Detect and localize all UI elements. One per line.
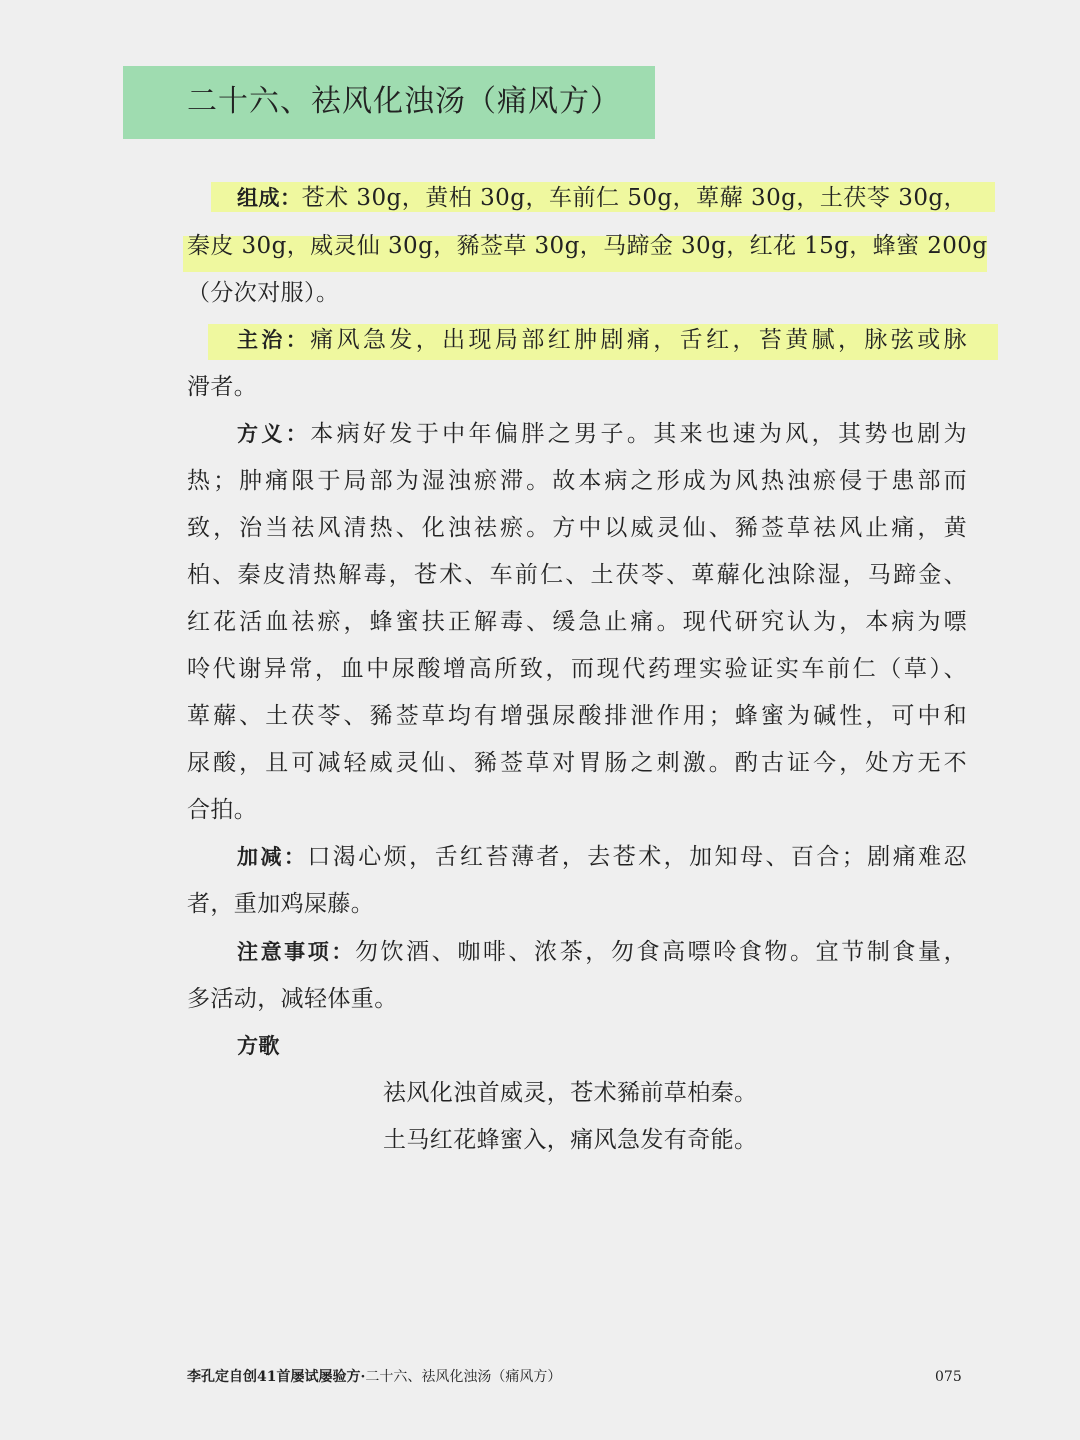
composition-line-1: 组成：苍术 30g，黄柏 30g，车前仁 50g，萆薢 30g，土茯苓 30g， (237, 185, 967, 211)
meaning-line-2: 热；肿痛限于局部为湿浊瘀滞。故本病之形成为风热浊瘀侵于患部而 (187, 468, 967, 494)
footer-chapter: 二十六、祛风化浊汤（痛风方） (365, 1369, 562, 1385)
page-title: 二十六、祛风化浊汤（痛风方） (187, 84, 621, 119)
indication-line-2: 滑者。 (187, 374, 258, 400)
meaning-line-4: 柏、秦皮清热解毒，苍术、车前仁、土茯苓、萆薢化浊除湿，马蹄金、 (187, 562, 967, 588)
running-footer (187, 1367, 561, 1387)
song-verse-1: 祛风化浊首威灵，苍术豨前草柏秦。 (383, 1080, 758, 1106)
meaning-line-3: 致，治当祛风清热、化浊祛瘀。方中以威灵仙、豨莶草祛风止痛，黄 (187, 515, 967, 541)
composition-line-2: 秦皮 30g，威灵仙 30g，豨莶草 30g，马蹄金 30g，红花 15g，蜂蜜 200g (187, 233, 988, 259)
meaning-label: 方义： (237, 422, 311, 446)
meaning-line-8: 尿酸，且可减轻威灵仙、豨莶草对胃肠之刺激。酌古证今，处方无不 (187, 750, 967, 776)
footer-book-title: 李孔定自创41首屡试屡验方 (187, 1369, 361, 1385)
page-number: 075 (935, 1369, 962, 1385)
notes-line-1: 注意事项：勿饮酒、咖啡、浓茶，勿食高嘌呤食物。宜节制食量， (237, 939, 967, 965)
notes-line-2: 多活动，减轻体重。 (187, 986, 398, 1012)
meaning-line-9: 合拍。 (187, 797, 258, 823)
indication-label: 主治： (237, 328, 311, 352)
notes-label: 注意事项： (237, 940, 355, 964)
footer-separator: · (360, 1369, 366, 1385)
modification-label: 加减： (237, 845, 308, 869)
meaning-line-6: 呤代谢异常，血中尿酸增高所致，而现代药理实验证实车前仁（草）、 (187, 656, 967, 682)
composition-label: 组成： (237, 186, 302, 210)
song-verse-2: 土马红花蜂蜜入，痛风急发有奇能。 (383, 1127, 758, 1153)
meaning-line-1: 方义：本病好发于中年偏胖之男子。其来也速为风，其势也剧为 (237, 421, 968, 447)
modification-line-1: 加减：口渴心烦，舌红苔薄者，去苍术，加知母、百合；剧痛难忍 (237, 844, 968, 870)
indication-line-1: 主治：痛风急发，出现局部红肿剧痛，舌红，苔黄腻，脉弦或脉 (237, 327, 968, 353)
song-heading: 方歌 (237, 1034, 280, 1058)
meaning-line-5: 红花活血祛瘀，蜂蜜扶正解毒、缓急止痛。现代研究认为，本病为嘌 (187, 609, 967, 635)
meaning-line-7: 萆薢、土茯苓、豨莶草均有增强尿酸排泄作用；蜂蜜为碱性，可中和 (187, 703, 967, 729)
modification-line-2: 者，重加鸡屎藤。 (187, 891, 375, 917)
composition-line-3: （分次对服）。 (187, 280, 340, 306)
